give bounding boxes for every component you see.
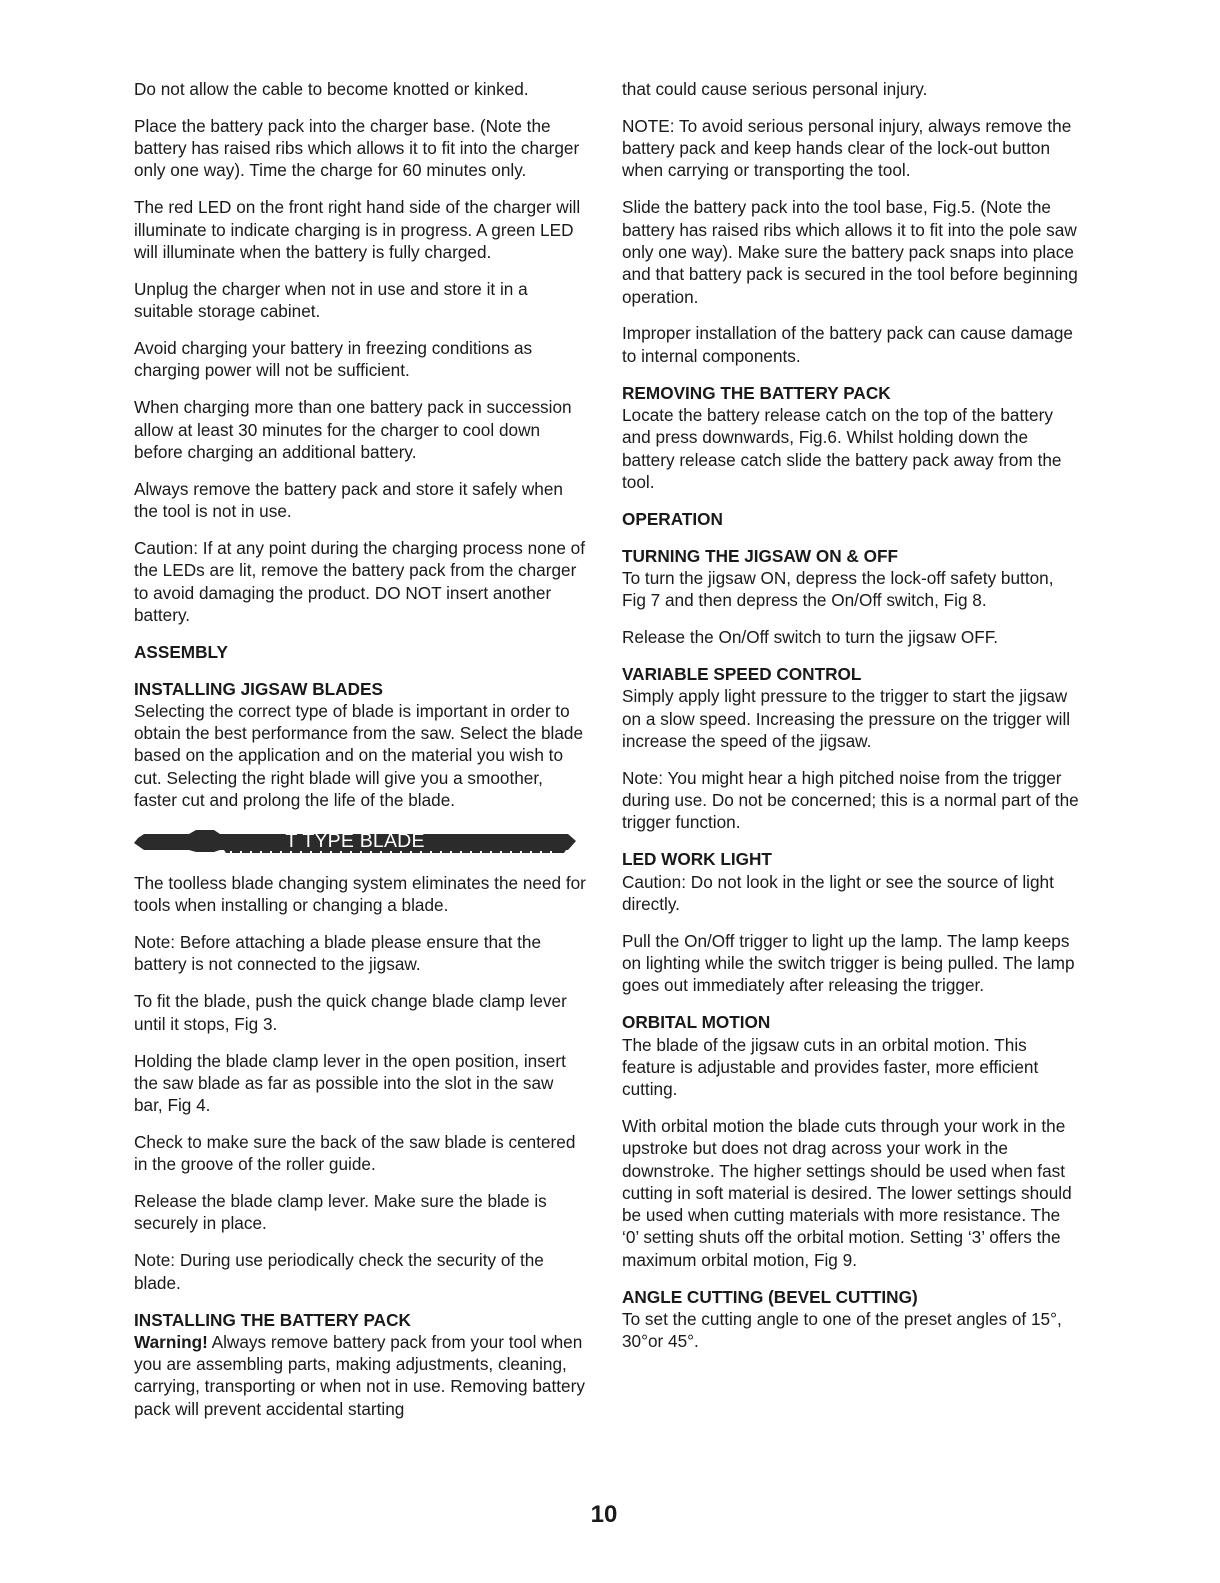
page-number: 10 [590,1501,618,1528]
t-type-blade-graphic [134,826,576,856]
paragraph: Simply apply light pressure to the trigger to start the jigsaw on a slow speed. Increasing the pressure on the trigger will increase the speed of the jigsaw. [622,686,1071,751]
section-heading-led-work-light: LED WORK LIGHT [622,849,772,870]
paragraph: The red LED on the front right hand side of the charger will illuminate to indicate charging is in progress. A green LED will illuminate when the battery is fully charged. [134,197,581,262]
warning-text: Always remove battery pack from your tool when you are assembling parts, making adjustments, cleaning, carrying, transporting or when not in use. Removing battery pack will prevent accidental starting [134,1331,585,1419]
section-heading-turning-on-off: TURNING THE JIGSAW ON & OFF [622,545,898,566]
paragraph: Locate the battery release catch on the top of the battery and press downwards, Fig.6. Whilst holding down the battery release catch slide the battery pack away from the tool. [622,404,1062,492]
warning-label: Warning! [134,1331,208,1352]
section-heading-installing-battery: INSTALLING THE BATTERY PACK [134,1309,411,1330]
paragraph: The blade of the jigsaw cuts in an orbital motion. This feature is adjustable and provides faster, more efficient cutting. [622,1034,1039,1100]
section-heading-removing-battery: REMOVING THE BATTERY PACK [622,382,891,403]
section-heading-variable-speed: VARIABLE SPEED CONTROL [622,663,862,684]
paragraph: To turn the jigsaw ON, depress the lock-off safety button, Fig 7 and then depress the On/Off switch, Fig 8. [622,567,1054,611]
paragraph: Note: During use periodically check the security of the blade. [134,1250,544,1293]
paragraph: Improper installation of the battery pack can cause damage to internal components. [622,323,1073,366]
paragraph: When charging more than one battery pack in succession allow at least 30 minutes for the charger to cool down before charging an additional battery. [134,397,572,462]
paragraph: Release the On/Off switch to turn the jigsaw OFF. [622,627,999,648]
paragraph: With orbital motion the blade cuts through your work in the upstroke but does not drag across your work in the downstroke. The higher settings should be used when fast cutting in soft material is desired. The lower settings should be used when cutting materials with more resistance. The ‘0’ setting shuts off the orbital motion. Setting ‘3’ offers the maximum orbital motion, Fig 9. [622,1116,1072,1270]
section-heading-orbital-motion: ORBITAL MOTION [622,1012,771,1033]
paragraph: Place the battery pack into the charger base. (Note the battery has raised ribs which allows it to fit into the charger only one way). Time the charge for 60 minutes only. [134,115,580,181]
paragraph: To set the cutting angle to one of the preset angles of 15°, 30°or 45°. [622,1308,1062,1352]
left-column [134,78,586,1435]
paragraph: Caution: Do not look in the light or see the source of light directly. [622,871,1054,914]
paragraph: The toolless blade changing system eliminates the need for tools when installing or changing a blade. [134,872,586,916]
paragraph: Always remove the battery pack and store it safely when the tool is not in use. [134,478,563,522]
right-column [622,78,1080,1367]
paragraph: Pull the On/Off trigger to light up the lamp. The lamp keeps on lighting while the switch trigger is being pulled. The lamp goes out immediately after releasing the trigger. [622,930,1075,996]
warning-paragraph [134,1331,586,1420]
paragraph: Avoid charging your battery in freezing conditions as charging power will not be sufficient. [134,338,533,381]
paragraph: Selecting the correct type of blade is important in order to obtain the best performance from the saw. Select the blade based on the application and on the material you wish to cut. Selecting the right blade will give you a smoother, faster cut and prolong the life of the blade. [134,700,584,811]
paragraph: To fit the blade, push the quick change blade clamp lever until it stops, Fig 3. [134,991,567,1034]
paragraph: Check to make sure the back of the saw blade is centered in the groove of the roller guide. [134,1132,576,1175]
paragraph: Holding the blade clamp lever in the open position, insert the saw blade as far as possible into the slot in the saw bar, Fig 4. [134,1050,566,1116]
section-heading-installing-blades: INSTALLING JIGSAW BLADES [134,678,383,699]
paragraph: Do not allow the cable to become knotted or kinked. [134,79,529,99]
paragraph: Slide the battery pack into the tool base, Fig.5. (Note the battery has raised ribs which allows it to fit into the pole saw only one way). Make sure the battery pack snaps into place and that battery pack is secured in the tool before beginning operation. [622,197,1078,307]
paragraph: Caution: If at any point during the charging process none of the LEDs are lit, remove the battery pack from the charger to avoid damaging the product. DO NOT insert another battery. [134,537,585,625]
paragraph: Note: Before attaching a blade please ensure that the battery is not connected to the jigsaw. [134,932,542,975]
section-heading-operation: OPERATION [622,508,723,529]
blade-label: T TYPE BLADE [285,829,425,852]
paragraph: that could cause serious personal injury. [622,79,928,99]
paragraph: Unplug the charger when not in use and store it in a suitable storage cabinet. [134,278,528,322]
paragraph: Release the blade clamp lever. Make sure the blade is securely in place. [134,1191,547,1234]
paragraph: Note: You might hear a high pitched noise from the trigger during use. Do not be concerned; this is a normal part of the trigger function. [622,767,1079,833]
section-heading-assembly: ASSEMBLY [134,641,228,662]
paragraph: NOTE: To avoid serious personal injury, always remove the battery pack and keep hands clear of the lock-out button when carrying or transporting the tool. [622,115,1072,181]
section-heading-angle-cutting: ANGLE CUTTING (BEVEL CUTTING) [622,1286,918,1307]
